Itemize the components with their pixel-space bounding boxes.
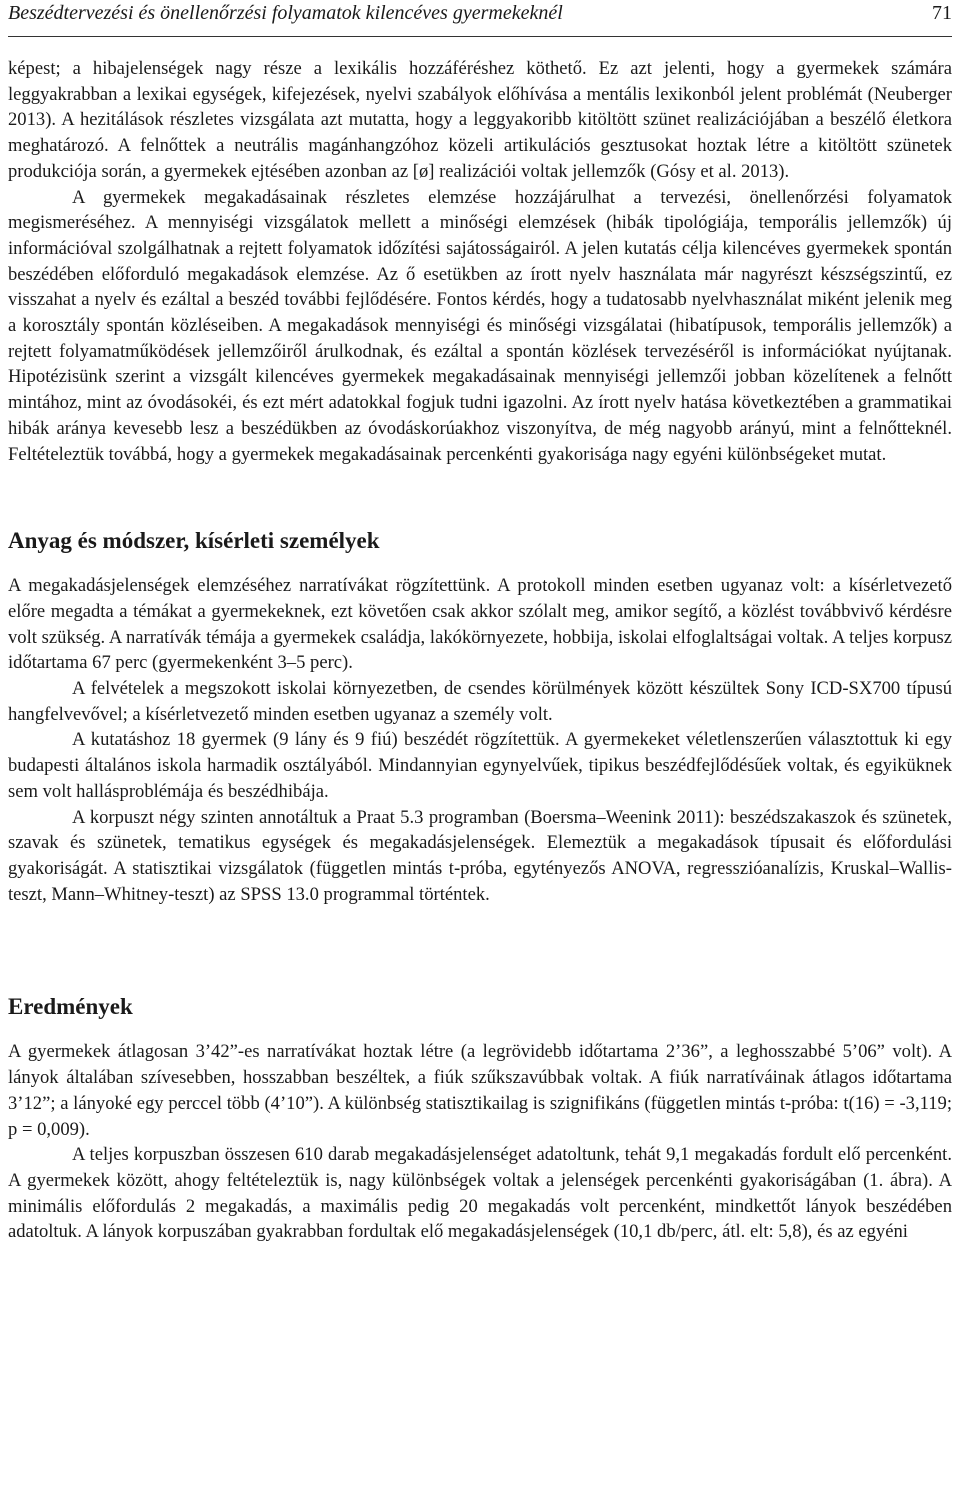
- methods-paragraph-4: A korpuszt négy szinten annotáltuk a Praat 5.3 programban (Boersma–Weenink 2011): beszédszakaszok és szünetek, szavak és szünetek, tematikus egységek és megakadásjelenségek. Elemeztük a megakadások típusait és előfordulási gyakoriságát. A statisztikai vizsgálatok (független mintás t-próba, egytényezős ANOVA, regresszióanalízis, Kruskal–Wallis-teszt, Mann–Whitney-teszt) az SPSS 13.0 programmal történtek.: [8, 806, 952, 905]
- intro-paragraph-2: A gyermekek megakadásainak részletes elemzése hozzájárulhat a tervezési, önellenőrzési folyamatok megismeréséhez. A mennyiségi vizsgálatok mellett a minőségi elemzések (hibák tipológiája, temporális jellemzők) új információval szolgálhatnak a rejtett folyamatok időzítési sajátosságairól. A jelen kutatás célja kilencéves gyermekek spontán beszédében előforduló megakadások elemzése. Az ő esetükben az írott nyelv használata már nagyrészt készségszintű, ez visszahat a nyelv és ezáltal a beszéd további fejlődésére. Fontos kérdés, hogy a tudatosabb nyelvhasználat miként jelenik meg a korosztály spontán közléseiben. A megakadások mennyiségi és minőségi vizsgálatai (hibatípusok, temporális jellemzők) a rejtett folyamatműködések jellemzőiről árulkodnak, és ezáltal a spontán közlések tervezéséről is információkat nyújtanak. Hipotézisünk szerint a vizsgált kilencéves gyermekek megakadásainak mennyiségi jellemzői jobban közelítenek a felnőtt mintához, mint az óvodásokéi, és ezt mért adatokkal fogjuk tudni igazolni. Az írott nyelv hatása következtében a grammatikai hibák aránya kevesebb lesz a beszédükben az óvodáskorúakhoz viszonyítva, de még nagyobb arányú, mint a felnőtteknél. Feltételeztük továbbá, hogy a gyermekek megakadásainak percenkénti gyakorisága nagy egyéni különbségeket mutat.: [8, 186, 952, 465]
- methods-paragraph-2: A felvételek a megszokott iskolai környezetben, de csendes körülmények között készültek Sony ICD-SX700 típusú hangfelvevővel; a kísérletvezető minden esetben ugyanaz a személy volt.: [8, 678, 952, 725]
- article-body: [8, 56, 952, 1245]
- section-spacer: [8, 907, 952, 993]
- results-paragraph-2: A teljes korpuszban összesen 610 darab megakadásjelenséget adatoltunk, tehát 9,1 megakadás fordult elő percenként. A gyermekek között, ahogy feltételeztük is, nagy különbségek voltak a jelenségek percenkénti gyakoriságában (1. ábra). A minimális előfordulás 2 megakadás, a maximális pedig 20 megakadás volt percenként, mindkettőt lányok beszédében adatoltuk. A lányok korpuszában gyakrabban fordultak elő megakadásjelenségek (10,1 db/perc, átl. elt: 5,8), és az egyéni: [8, 1144, 952, 1243]
- results-paragraph-1: A gyermekek átlagosan 3’42”-es narratívákat hoztak létre (a legrövidebb időtartama 2’36”, a leghosszabbé 5’06” volt). A lányok általában szívesebben, hosszabban beszéltek, a fiúk szűkszavúbbak voltak. A fiúk narratíváinak átlagos időtartama 3’12”; a lányoké egy perccel több (4’10”). A különbség statisztikailag is szignifikáns (független mintás t-próba: t(16) = -3,119; p = 0,009).: [8, 1041, 952, 1140]
- section-spacer: [8, 467, 952, 527]
- intro-paragraph-1: képest; a hibajelenségek nagy része a lexikális hozzáféréshez köthető. Ez azt jelenti, hogy a gyermekek számára leggyakrabban a lexikai egységek, kifejezések, nyelvi szabályok előhívása a mentális lexikonból jelent problémát (Neuberger 2013). A hezitálások részletes vizsgálata azt mutatta, hogy a leggyakoribb kitöltött szünet realizációjában a beszélő életkora meghatározó. A felnőttek a neutrális magánhangzóhoz közeli artikulációs gesztusokat hoztak létre a kitöltött szünetek produkciója során, a gyermekek ejtésében azonban az [ø] realizációi voltak jellemzők (Gósy et al. 2013).: [8, 58, 952, 182]
- header-rule: [8, 36, 952, 37]
- page-number: 71: [932, 2, 952, 24]
- methods-paragraph-1: A megakadásjelenségek elemzéséhez narratívákat rögzítettünk. A protokoll minden esetben ugyanaz volt: a kísérletvezető előre megadta a témákat a gyermekeknek, ezt követően csak akkor szólalt meg, amikor segítő, a közlést továbbvivő kérdésre volt szükség. A narratívák témája a gyermekek családja, lakókörnyezete, hobbija, iskolai elfoglaltságai voltak. A teljes korpusz időtartama 67 perc (gyermekenként 3–5 perc).: [8, 575, 952, 674]
- methods-paragraph-3: A kutatáshoz 18 gyermek (9 lány és 9 fiú) beszédét rögzítettük. A gyermekeket véletlenszerűen választottuk ki egy budapesti általános iskola harmadik osztályából. Mindannyian egynyelvűek, tipikus beszédfejlődésűek voltak, és egyiküknek sem volt hallásproblémája és beszédhibája.: [8, 729, 952, 802]
- running-header: [8, 2, 952, 32]
- running-title: Beszédtervezési és önellenőrzési folyamatok kilencéves gyermekeknél: [8, 2, 563, 24]
- heading-spacer: [8, 1021, 952, 1039]
- section-heading-results: Eredmények: [8, 994, 133, 1020]
- section-heading-methods: Anyag és módszer, kísérleti személyek: [8, 528, 380, 554]
- heading-spacer: [8, 555, 952, 573]
